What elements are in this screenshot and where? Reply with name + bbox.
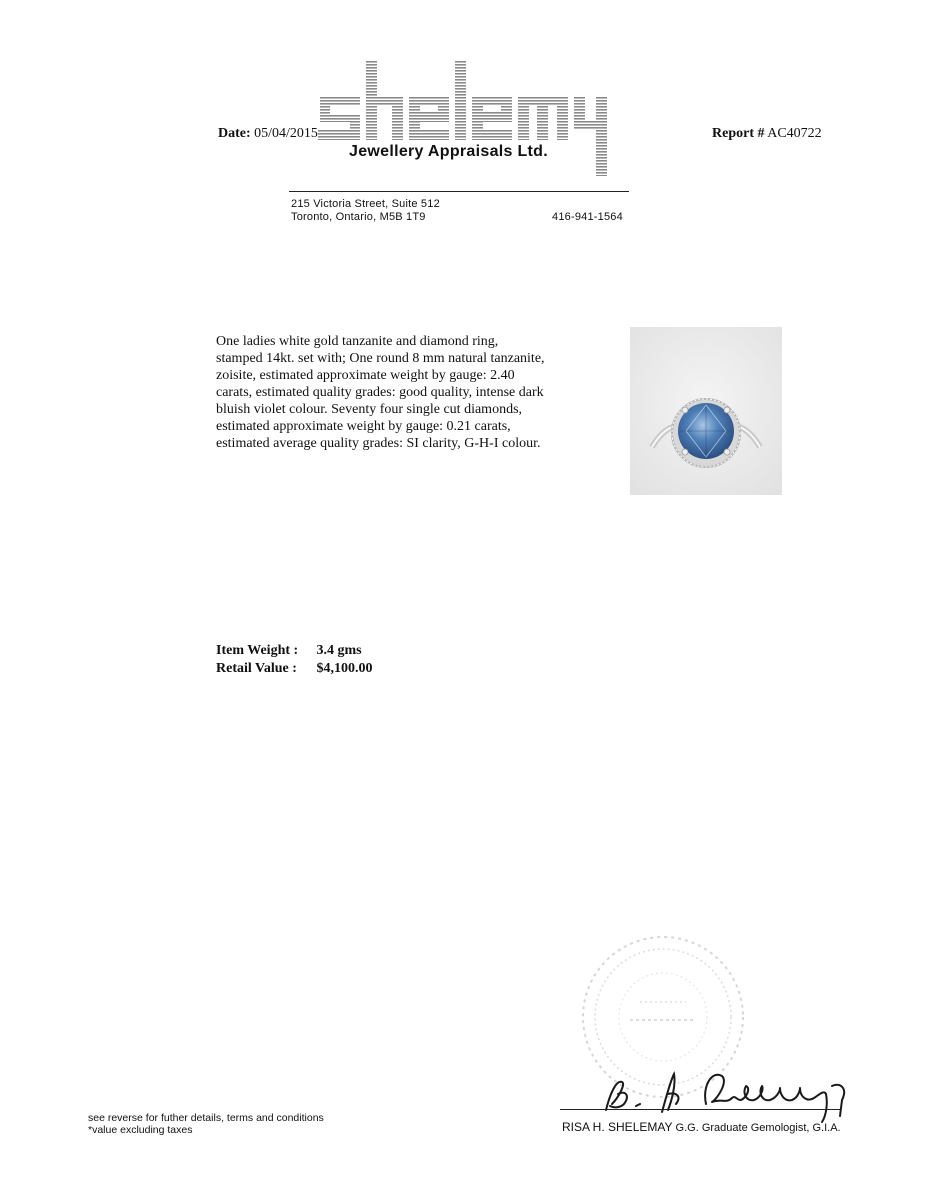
weight-value: 3.4 gms (316, 643, 362, 658)
item-description (216, 333, 621, 452)
report-date (218, 126, 318, 142)
signature (596, 1064, 858, 1124)
retail-value-amount: $4,100.00 (316, 661, 373, 676)
address-line-2: Toronto, Ontario, M5B 1T9 (291, 211, 426, 223)
address-divider (289, 191, 629, 192)
report-number-value: AC40722 (767, 126, 822, 141)
address-line-1: 215 Victoria Street, Suite 512 (291, 198, 440, 210)
description-line: One ladies white gold tanzanite and diamond ring, (216, 334, 499, 349)
report-number (712, 126, 822, 142)
description-line: estimated average quality grades: SI clarity, G-H-I colour. (216, 436, 541, 451)
description-line: bluish violet colour. Seventy four single cut diamonds, (216, 402, 523, 417)
ring-photo (630, 327, 782, 495)
phone-number: 416-941-1564 (552, 211, 623, 223)
signer-credentials (562, 1120, 841, 1134)
footer-terms-note: see reverse for futher details, terms and conditions (88, 1112, 324, 1124)
weight-label: Item Weight : (216, 643, 299, 658)
description-line: estimated approximate weight by gauge: 0.21 carats, (216, 419, 511, 434)
date-label: Date: (218, 126, 251, 141)
description-line: zoisite, estimated approximate weight by gauge: 2.40 (216, 368, 515, 383)
signature-line (560, 1109, 840, 1110)
date-value: 05/04/2015 (254, 126, 318, 141)
retail-value (216, 661, 373, 677)
description-line: stamped 14kt. set with; One round 8 mm natural tanzanite, (216, 351, 545, 366)
report-label: Report # (712, 126, 765, 141)
item-weight (216, 643, 362, 659)
firm-name: Jewellery Appraisals Ltd. (349, 143, 548, 160)
footer-tax-note: *value excluding taxes (88, 1124, 193, 1136)
signer-name: RISA H. SHELEMAY (562, 1120, 673, 1134)
description-line: carats, estimated quality grades: good quality, intense dark (216, 385, 544, 400)
signer-title: G.G. Graduate Gemologist, G.I.A. (675, 1122, 841, 1134)
retail-label: Retail Value : (216, 661, 297, 676)
